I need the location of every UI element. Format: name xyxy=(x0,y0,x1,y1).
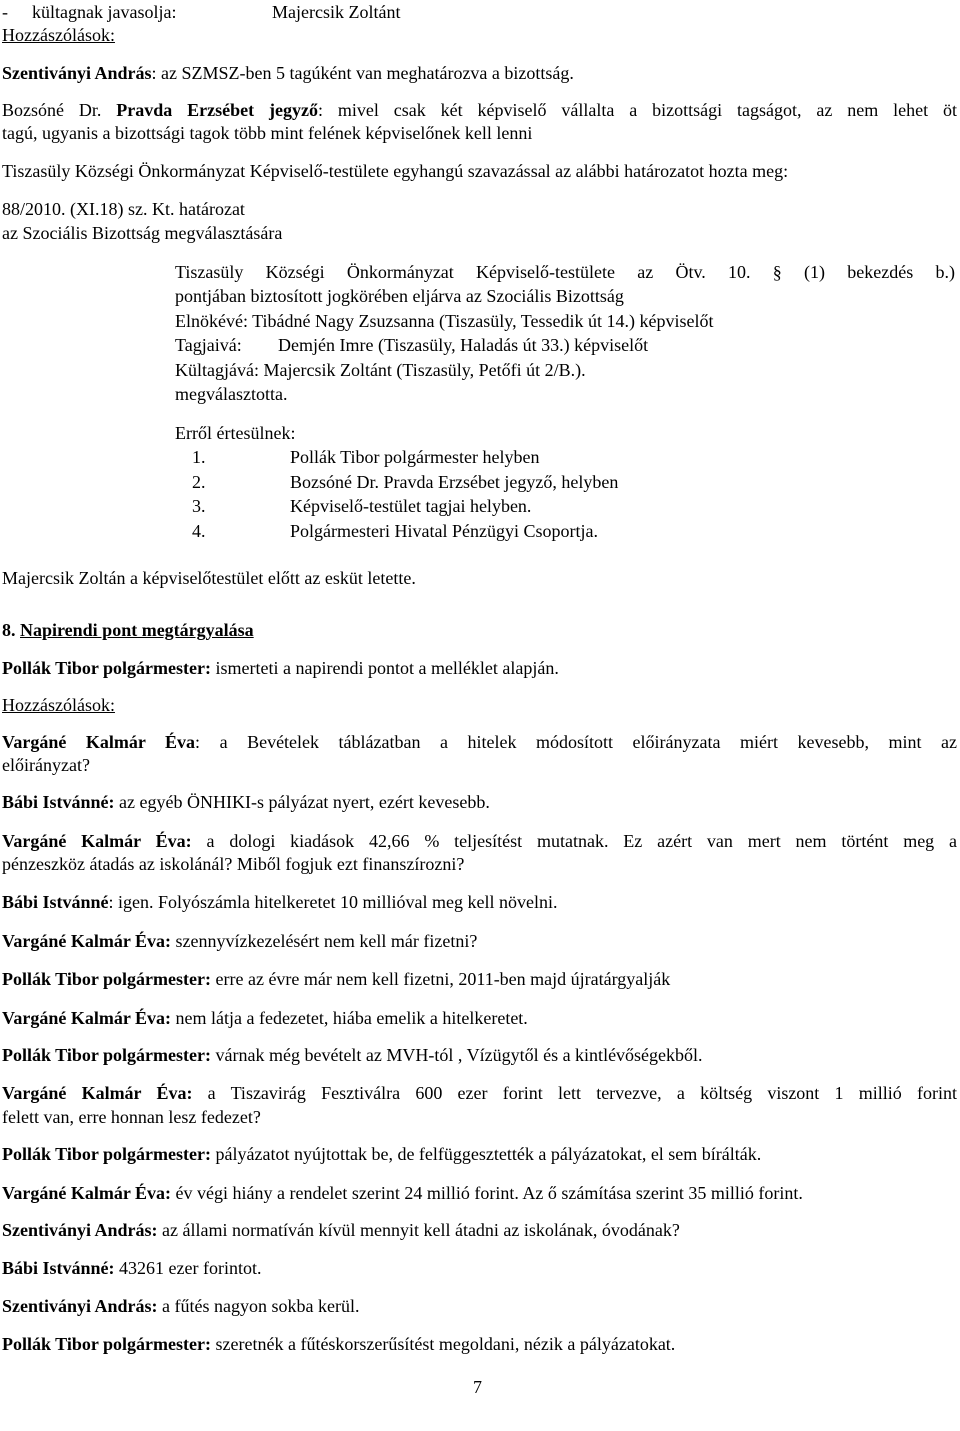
speaker-name: Pollák Tibor polgármester: xyxy=(2,969,211,989)
dialogue-item xyxy=(2,968,670,990)
szentivanyi-comment xyxy=(2,62,574,84)
notify-text: Polgármesteri Hivatal Pénzügyi Csoportja. xyxy=(290,521,598,541)
dialogue-item xyxy=(2,1295,359,1317)
dialogue-item xyxy=(2,1257,261,1279)
speaker-name: Vargáné Kalmár Éva xyxy=(2,732,196,752)
dialogue-item xyxy=(2,1044,703,1066)
section-8-heading xyxy=(2,619,254,641)
speaker-text: a Tiszavirág Fesztiválra 600 ezer forint lett tervezve, a költség viszont 1 millió forint xyxy=(192,1083,957,1103)
pollak-intro xyxy=(2,657,559,679)
dialogue-continuation: felett van, erre honnan lesz fedezet? xyxy=(2,1107,261,1127)
speaker-text: év végi hiány a rendelet szerint 24 millió forint. Az ő számítása szerint 35 millió forint. xyxy=(171,1183,803,1203)
speaker-name: Pollák Tibor polgármester: xyxy=(2,1334,211,1354)
resolution-body-1: Tiszasüly Községi Önkormányzat Képviselő-testülete az Ötv. 10. § (1) bekezdés b.) xyxy=(175,262,955,282)
notify-text: Bozsóné Dr. Pravda Erzsébet jegyző, helyben xyxy=(290,472,619,492)
dialogue-item xyxy=(2,731,957,753)
notify-item xyxy=(192,446,539,468)
notify-item xyxy=(192,520,598,542)
bozsone-comment-line1 xyxy=(2,99,957,121)
notify-item xyxy=(192,495,531,517)
bozsone-comment-line2: tagú, ugyanis a bizottsági tagok több mint felének képviselőnek kell lenni xyxy=(2,123,533,143)
notify-title: Erről értesülnek: xyxy=(175,423,296,443)
tagjaiva-value: Demjén Imre (Tiszasüly, Haladás út 33.) képviselőt xyxy=(278,335,649,355)
section-number: 8. xyxy=(2,620,16,640)
notify-text: Képviselő-testület tagjai helyben. xyxy=(290,496,532,516)
speaker-text: szeretnék a fűtéskorszerűsítést megoldani, nézik a pályázatokat. xyxy=(211,1334,676,1354)
speaker-text: 43261 ezer forintot. xyxy=(114,1258,262,1278)
speaker-name: Vargáné Kalmár Éva: xyxy=(2,1083,193,1103)
dialogue-item xyxy=(2,1082,957,1104)
speaker-text: nem látja a fedezetet, hiába emelik a hitelkeretet. xyxy=(171,1008,528,1028)
dialogue-item xyxy=(2,1182,803,1204)
speaker-text: pályázatot nyújtottak be, de felfüggesztették a pályázatokat, el sem bírálták. xyxy=(211,1144,762,1164)
speaker-name-a: Bozsóné Dr. xyxy=(2,100,102,120)
speaker-name: Pollák Tibor polgármester: xyxy=(2,1045,211,1065)
notify-number: 2. xyxy=(192,472,206,492)
notify-number: 4. xyxy=(192,521,206,541)
speaker-name: Szentiványi András: xyxy=(2,1296,158,1316)
decision-intro: Tiszasüly Községi Önkormányzat Képviselő-testülete egyhangú szavazással az alábbi határozatot hozta meg: xyxy=(2,161,789,181)
dialogue-continuation: pénzeszköz átadás az iskolánál? Miből fogjuk ezt finanszírozni? xyxy=(2,854,465,874)
speaker-text: : a Bevételek táblázatban a hitelek módosított előirányzata miért kevesebb, mint az xyxy=(195,732,957,752)
speaker-name: Pollák Tibor polgármester: xyxy=(2,658,211,678)
speaker-name: Bábi Istvánné xyxy=(2,892,109,912)
hozzaszolasok-heading-1: Hozzászólások: xyxy=(2,25,115,45)
speaker-text: a fűtés nagyon sokba kerül. xyxy=(157,1296,360,1316)
speaker-name: Bábi Istvánné: xyxy=(2,1258,115,1278)
speaker-text: az állami normatíván kívül mennyit kell átadni az iskolának, óvodának? xyxy=(157,1220,680,1240)
speaker-name: Szentiványi András: xyxy=(2,1220,158,1240)
speaker-name: Vargáné Kalmár Éva: xyxy=(2,831,192,851)
speaker-text: : igen. Folyószámla hitelkeretet 10 millióval meg kell növelni. xyxy=(108,892,558,912)
resolution-body-6: megválasztotta. xyxy=(175,384,288,404)
speaker-text: a dologi kiadások 42,66 % teljesítést mutatnak. Ez azért van mert nem történt meg a xyxy=(191,831,958,851)
speaker-text: erre az évre már nem kell fizetni, 2011-ben majd újratárgyalják xyxy=(211,969,671,989)
speaker-text: ismerteti a napirendi pontot a melléklet alapján. xyxy=(211,658,559,678)
speaker-text: szennyvízkezelésért nem kell már fizetni? xyxy=(171,931,478,951)
dialogue-item xyxy=(2,1007,528,1029)
notify-item xyxy=(192,471,618,493)
hozzaszolasok-heading-2: Hozzászólások: xyxy=(2,695,115,715)
resolution-body-4 xyxy=(175,334,648,356)
dialogue-item xyxy=(2,930,477,952)
speaker-name: Bábi Istvánné: xyxy=(2,792,115,812)
speaker-name: Pollák Tibor polgármester: xyxy=(2,1144,211,1164)
page-number: 7 xyxy=(473,1377,482,1397)
dialogue-item xyxy=(2,791,490,813)
speaker-name: Szentiványi András xyxy=(2,63,152,83)
kultag-label: kültagnak javasolja: xyxy=(32,2,177,22)
speaker-text: : az SZMSZ-ben 5 tagúként van meghatározva a bizottság. xyxy=(151,63,574,83)
resolution-body-3: Elnökévé: Tibádné Nagy Zsuzsanna (Tiszasüly, Tessedik út 14.) képviselőt xyxy=(175,311,714,331)
resolution-body-5: Kültagjává: Majercsik Zoltánt (Tiszasüly, Petőfi út 2/B.). xyxy=(175,360,586,380)
speaker-name-b: Pravda Erzsébet jegyző xyxy=(116,100,318,120)
dialogue-item xyxy=(2,891,557,913)
notify-text: Pollák Tibor polgármester helyben xyxy=(290,447,540,467)
kultag-line xyxy=(2,1,400,23)
dialogue-item xyxy=(2,830,957,852)
dialogue-item xyxy=(2,1333,675,1355)
notify-number: 1. xyxy=(192,447,206,467)
dialogue-item xyxy=(2,1143,761,1165)
dialogue-continuation: előirányzat? xyxy=(2,755,90,775)
dialogue-item xyxy=(2,1219,680,1241)
kultag-value: Majercsik Zoltánt xyxy=(272,2,401,22)
speaker-text: várnak még bevételt az MVH-tól , Vízügytől és a kintlévőségekből. xyxy=(211,1045,703,1065)
speaker-name: Vargáné Kalmár Éva: xyxy=(2,1183,171,1203)
speaker-name: Vargáné Kalmár Éva: xyxy=(2,931,171,951)
oath-statement: Majercsik Zoltán a képviselőtestület előtt az esküt letette. xyxy=(2,568,416,588)
resolution-subject: az Szociális Bizottság megválasztására xyxy=(2,223,283,243)
speaker-name: Vargáné Kalmár Éva: xyxy=(2,1008,171,1028)
speaker-text: az egyéb ÖNHIKI-s pályázat nyert, ezért kevesebb. xyxy=(114,792,490,812)
resolution-number: 88/2010. (XI.18) sz. Kt. határozat xyxy=(2,199,245,219)
speaker-text: : mivel csak két képviselő vállalta a bizottsági tagságot, az nem lehet öt xyxy=(318,100,957,120)
resolution-body-2: pontjában biztosított jogkörében eljárva az Szociális Bizottság xyxy=(175,286,624,306)
notify-number: 3. xyxy=(192,496,206,516)
list-dash: - xyxy=(2,2,8,22)
tagjaiva-label: Tagjaivá: xyxy=(175,335,242,355)
section-title: Napirendi pont megtárgyalása xyxy=(20,620,254,640)
